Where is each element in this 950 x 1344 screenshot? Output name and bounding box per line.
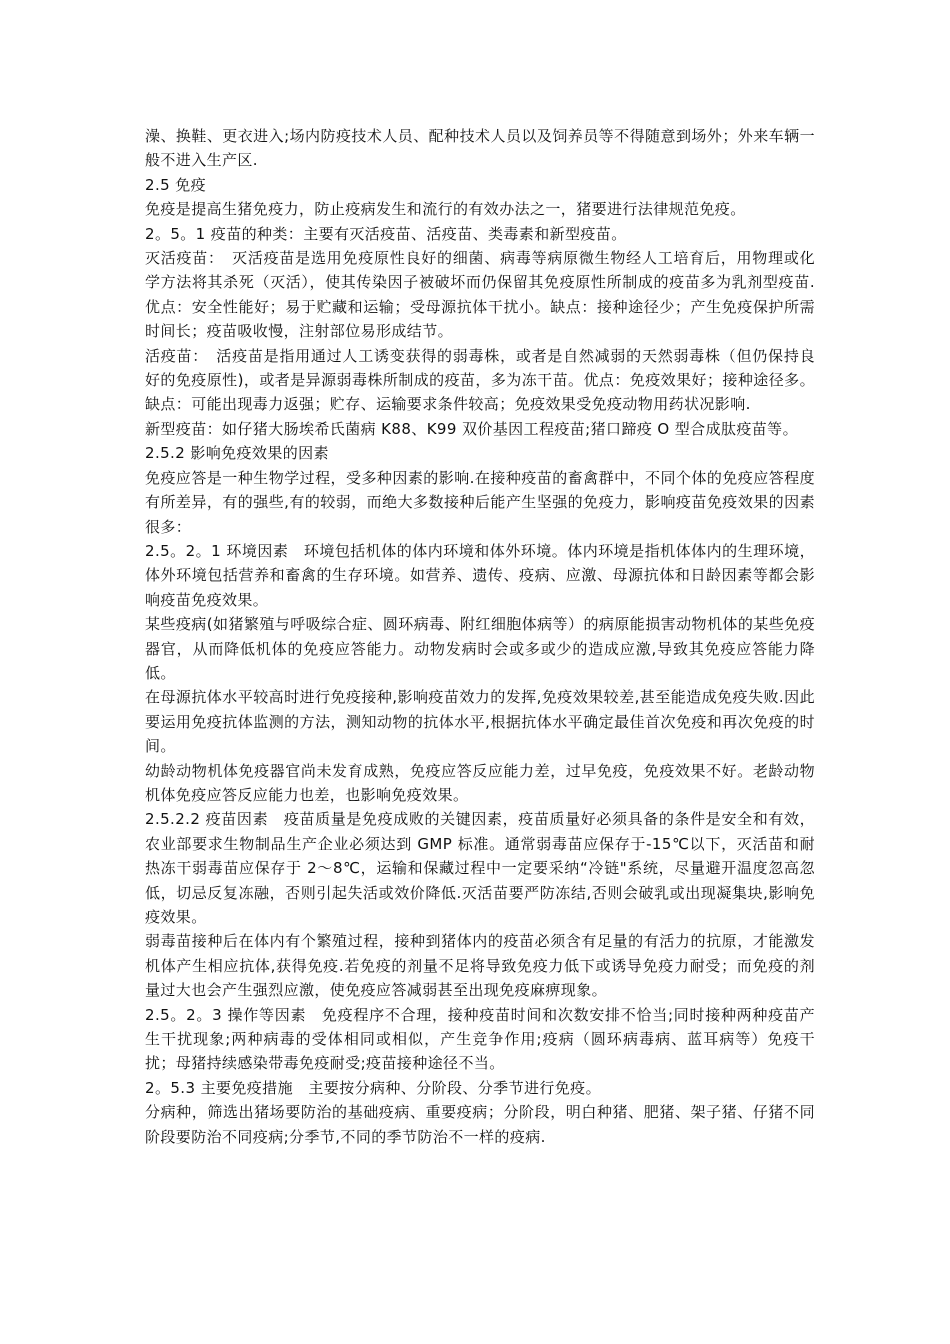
- paragraph-operation-factors: 2.5。2。3 操作等因素 免疫程序不合理，接种疫苗时间和次数安排不恰当;同时接种两种疫苗产生干扰现象;两种病毒的受体相同或相似，产生竞争作用;疫病（圆环病毒病、蓝耳病等）免疫干扰；母猪持续感染带毒免疫耐受;疫苗接种途径不当。: [145, 1005, 815, 1073]
- paragraph-new-vaccine: 新型疫苗：如仔猪大肠埃希氏菌病 K88、K99 双价基因工程疫苗;猪口蹄疫 O 型合成肽疫苗等。: [145, 419, 798, 438]
- paragraph-vehicle-rules: 澡、换鞋、更衣进入;场内防疫技术人员、配种技术人员以及饲养员等不得随意到场外；外来车辆一般不进入生产区.: [145, 127, 815, 170]
- paragraph-attenuated-vaccine: 弱毒苗接种后在体内有个繁殖过程，接种到猪体内的疫苗必须含有足量的有活力的抗原，才能激发机体产生相应抗体,获得免疫.若免疫的剂量不足将导致免疫力低下或诱导免疫力耐受；而免疫的剂量过大也会产生强烈应激，使免疫应答减弱甚至出现免疫麻痹现象。: [145, 932, 815, 1000]
- paragraph-environment-factors: 2.5。2。1 环境因素 环境包括机体的体内环境和体外环境。体内环境是指机体体内的生理环境，体外环境包括营养和畜禽的生存环境。如营养、遗传、疫病、应激、母源抗体和日龄因素等都会影响疫苗免疫效果。: [145, 541, 815, 609]
- paragraph-age-factors: 幼龄动物机体免疫器官尚未发育成熟，免疫应答反应能力差，过早免疫，免疫效果不好。老龄动物机体免疫应答反应能力也差，也影响免疫效果。: [145, 761, 815, 804]
- document-body: [145, 124, 815, 1149]
- paragraph-measures-detail: 分病种，筛选出猪场要防治的基础疫病、重要疫病；分阶段，明白种猪、肥猪、架子猪、仔猪不同阶段要防治不同疫病;分季节,不同的季节防治不一样的疫病.: [145, 1103, 815, 1146]
- paragraph-maternal-antibody: 在母源抗体水平较高时进行免疫接种,影响疫苗效力的发挥,免疫效果较差,甚至能造成免疫失败.因此要运用免疫抗体监测的方法，测知动物的抗体水平,根据抗体水平确定最佳首次免疫和再次免疫的时间。: [145, 688, 815, 756]
- paragraph-disease-factors: 某些疫病(如猪繁殖与呼吸综合症、圆环病毒、附红细胞体病等）的病原能损害动物机体的某些免疫器官，从而降低机体的免疫应答能力。动物发病时会或多或少的造成应激,导致其免疫应答能力降低。: [145, 615, 815, 682]
- paragraph-vaccine-types: 2。5。1 疫苗的种类：主要有灭活疫苗、活疫苗、类毒素和新型疫苗。: [145, 224, 627, 243]
- paragraph-immune-response: 免疫应答是一种生物学过程，受多种因素的影响.在接种疫苗的畜禽群中，不同个体的免疫应答程度有所差异，有的强些,有的较弱，而绝大多数接种后能产生坚强的免疫力，影响疫苗免疫效果的因素很多：: [145, 468, 815, 536]
- paragraph-vaccine-factors: 2.5.2.2 疫苗因素 疫苗质量是免疫成败的关键因素，疫苗质量好必须具备的条件是安全和有效，农业部要求生物制品生产企业必须达到 GMP 标准。通常弱毒苗应保存于-15℃以下，灭活苗和耐热冻干弱毒苗应保存于 2～8℃，运输和保藏过程中一定要采纳“冷链"系统，尽量避开温度忽高忽低，切忌反复冻融，否则引起失活或效价降低.灭活苗要严防冻结,否则会破乳或出现凝集块,影响免疫效果。: [145, 810, 815, 926]
- section-heading-factors: 2.5.2 影响免疫效果的因素: [145, 444, 329, 463]
- paragraph-live-vaccine: 活疫苗： 活疫苗是指用通过人工诱变获得的弱毒株，或者是自然减弱的天然弱毒株（但仍保持良好的免疫原性)，或者是异源弱毒株所制成的疫苗，多为冻干苗。优点：免疫效果好；接种途径多。缺点：可能出现毒力返强；贮存、运输要求条件较高；免疫效果受免疫动物用药状况影响.: [145, 346, 815, 414]
- section-heading-immunization: 2.5 免疫: [145, 175, 207, 194]
- paragraph-main-measures: 2。5.3 主要免疫措施 主要按分病种、分阶段、分季节进行免疫。: [145, 1078, 601, 1097]
- paragraph-immunization-intro: 免疫是提高生猪免疫力，防止疫病发生和流行的有效办法之一，猪要进行法律规范免疫。: [145, 200, 746, 219]
- paragraph-inactivated-vaccine: 灭活疫苗： 灭活疫苗是选用免疫原性良好的细菌、病毒等病原微生物经人工培育后，用物理或化学方法将其杀死（灭活），使其传染因子被破坏而仍保留其免疫原性所制成的疫苗多为乳剂型疫苗.优点：安全性能好；易于贮藏和运输；受母源抗体干扰小。缺点：接种途径少；产生免疫保护所需时间长；疫苗吸收慢，注射部位易形成结节。: [145, 249, 815, 341]
